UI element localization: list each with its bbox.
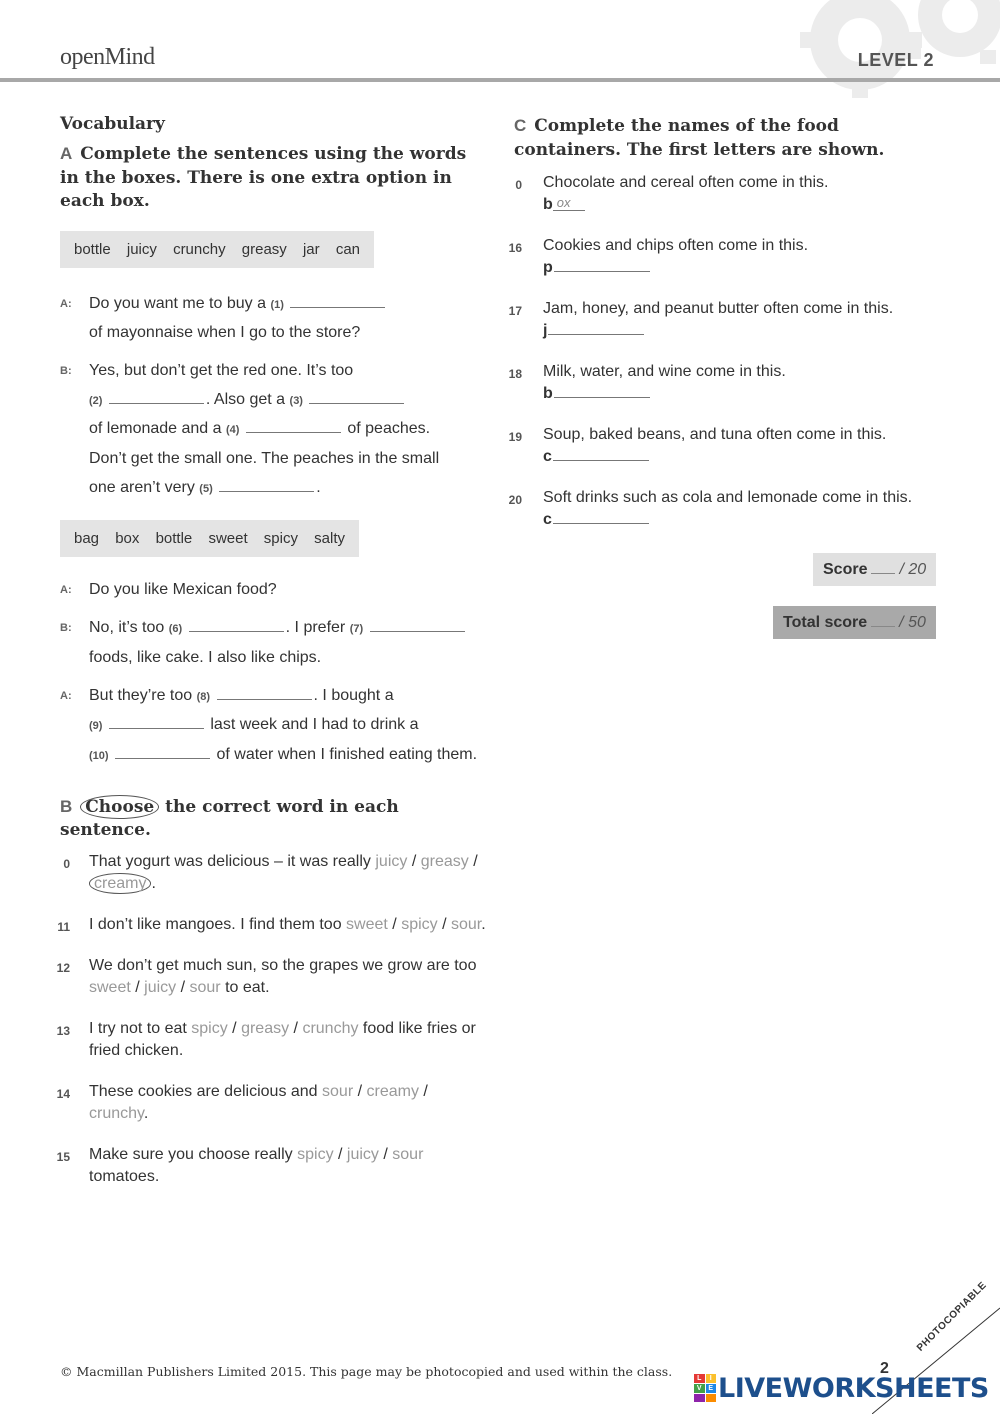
copyright-footer: © Macmillan Publishers Limited 2015. This page may be photocopied and used within the class. — [60, 1364, 673, 1379]
choice-option[interactable]: juicy — [375, 852, 408, 870]
answer-input-18[interactable] — [554, 384, 650, 398]
total-score-max: / 50 — [899, 614, 926, 631]
section-b-letter: B — [60, 796, 73, 816]
first-letter: j — [543, 322, 548, 339]
speaker-label: A: — [60, 584, 72, 597]
separator: / — [130, 978, 145, 996]
section-a-letter: A — [60, 144, 73, 163]
blank-number: (1) — [270, 298, 284, 311]
separator: / — [353, 1082, 367, 1100]
speaker-label: A: — [60, 689, 72, 702]
liveworksheets-icon — [694, 1374, 716, 1402]
dialog-text: Do you want me to buy a — [89, 294, 266, 312]
answer-input-20[interactable] — [553, 510, 649, 524]
word-box-2 — [60, 520, 359, 557]
word-option: crunchy — [173, 240, 226, 258]
total-score-blank[interactable] — [871, 615, 895, 627]
separator: / — [437, 915, 451, 933]
item-number: 19 — [508, 430, 522, 444]
score-max: / 20 — [899, 561, 927, 578]
item-number: 14 — [56, 1086, 70, 1101]
dialog2-line-a1 — [60, 576, 490, 605]
section-c-letter: C — [514, 116, 527, 135]
item-number: 17 — [508, 304, 522, 318]
item-number: 11 — [57, 919, 70, 934]
word-option: spicy — [263, 530, 298, 548]
choice-option[interactable]: creamy — [366, 1082, 419, 1100]
dialog-text: last week and I had to drink a — [210, 716, 419, 734]
answer-blank-6[interactable] — [189, 618, 284, 632]
example-answer: ox — [553, 196, 585, 211]
item-number: 0 — [515, 178, 522, 192]
dialog-text: No, it’s too — [89, 619, 165, 637]
item-number: 0 — [63, 856, 70, 871]
first-letter: c — [543, 511, 552, 528]
b-item-0 — [60, 851, 490, 895]
item-text: Soup, baked beans, and tuna often come in this. — [543, 426, 887, 443]
word-box-1 — [60, 231, 374, 268]
dialog-text: of peaches. — [347, 420, 431, 438]
total-score-box — [773, 606, 936, 639]
dialog-text: . — [316, 478, 321, 496]
word-option: salty — [314, 530, 345, 548]
circled-example: Choose — [80, 795, 159, 819]
item-number: 15 — [56, 1149, 70, 1164]
dialog-text: . Also get a — [205, 390, 286, 408]
item-text: tomatoes. — [89, 1167, 160, 1185]
answer-input-17[interactable] — [548, 321, 644, 335]
item-text: . — [481, 915, 486, 933]
answer-blank-7[interactable] — [370, 618, 465, 632]
blank-number: (9) — [89, 720, 103, 733]
first-letter: p — [543, 259, 553, 276]
choice-option[interactable]: sour — [189, 978, 221, 996]
choice-option[interactable]: juicy — [144, 978, 177, 996]
answer-input-19[interactable] — [553, 447, 649, 461]
dialog1-line-b — [60, 357, 490, 504]
word-option: bottle — [74, 240, 111, 258]
blank-number: (4) — [226, 424, 240, 437]
choice-option[interactable]: spicy — [297, 1145, 334, 1163]
dialog-text: Don’t get the small one. The peaches in the small — [89, 450, 440, 468]
dialog-text: of water when I finished eating them. — [216, 745, 478, 763]
word-option: jar — [302, 240, 320, 258]
choice-option[interactable]: sweet — [89, 978, 131, 996]
dialog-text: of mayonnaise when I go to the store? — [89, 324, 361, 342]
item-number: 12 — [56, 960, 70, 975]
header-rule — [0, 78, 1000, 82]
separator: / — [333, 1145, 347, 1163]
blank-number: (7) — [349, 623, 364, 636]
c-item-0 — [510, 172, 950, 216]
section-b-instruction — [60, 795, 490, 843]
blank-number: (6) — [168, 623, 183, 636]
choice-option[interactable]: sweet — [346, 915, 388, 933]
item-text: food like fries or fried chicken. — [89, 1019, 476, 1059]
openmind-logo: openMind — [60, 44, 155, 70]
choice-option[interactable]: juicy — [346, 1145, 379, 1163]
dialog-text: foods, like cake. I also like chips. — [89, 648, 322, 666]
answer-blank-3[interactable] — [309, 390, 404, 404]
c-item-17 — [510, 298, 950, 342]
b-item-12 — [56, 955, 490, 999]
logo-letter: V — [694, 1384, 705, 1393]
separator: / — [407, 852, 421, 870]
answer-blank-2[interactable] — [109, 390, 204, 404]
word-option: box — [115, 530, 140, 548]
logo-square — [694, 1394, 705, 1402]
separator: / — [227, 1019, 242, 1037]
b-item-13 — [56, 1018, 490, 1062]
choice-option[interactable]: greasy — [420, 852, 469, 870]
answer-blank-8[interactable] — [217, 686, 312, 700]
answer-blank-1[interactable] — [290, 294, 385, 308]
speaker-label: B: — [60, 364, 72, 377]
b-item-15 — [56, 1144, 490, 1188]
word-option: bag — [74, 530, 100, 548]
choice-option[interactable]: sour — [322, 1082, 354, 1100]
score-box — [813, 553, 936, 586]
item-text: Milk, water, and wine come in this. — [543, 363, 786, 380]
dialog-text: . I prefer — [285, 619, 346, 637]
item-text: . — [151, 874, 156, 892]
item-text: These cookies are delicious and — [89, 1082, 318, 1100]
logo-letter: I — [706, 1374, 717, 1383]
score-label: Score — [823, 561, 868, 578]
answer-blank-10[interactable] — [115, 745, 210, 759]
item-number: 13 — [56, 1023, 70, 1038]
section-c-instruction — [510, 114, 950, 162]
dialog-text: of lemonade and a — [89, 420, 222, 438]
left-column — [56, 114, 490, 1188]
separator: / — [176, 978, 190, 996]
score-blank[interactable] — [871, 562, 895, 574]
word-option: can — [335, 240, 360, 258]
section-c-text: Complete the names of the food containers. The first letters are shown. — [514, 116, 885, 160]
first-letter: c — [543, 448, 552, 465]
answer-blank-4[interactable] — [246, 419, 341, 433]
separator: / — [387, 915, 402, 933]
separator: / — [468, 852, 478, 870]
item-number: 20 — [508, 493, 522, 507]
b-item-14 — [56, 1081, 490, 1125]
word-option: greasy — [241, 240, 287, 258]
c-item-18 — [510, 361, 950, 405]
dialog-text: Do you like Mexican food? — [89, 581, 277, 599]
separator: / — [289, 1019, 303, 1037]
dialog2-line-b — [60, 614, 490, 672]
choice-option[interactable]: sour — [450, 915, 482, 933]
answer-input-16[interactable] — [554, 258, 650, 272]
dialog-text: one aren’t very — [89, 478, 195, 496]
section-a-instruction — [60, 142, 490, 214]
choice-option-selected[interactable]: creamy — [89, 873, 151, 894]
blank-number: (5) — [199, 482, 213, 495]
dialog-text: But they’re too — [89, 686, 193, 704]
item-text: Make sure you choose really — [89, 1145, 293, 1163]
choice-option[interactable]: spicy — [401, 915, 438, 933]
choice-option[interactable]: crunchy — [302, 1019, 359, 1037]
choice-option[interactable]: spicy — [191, 1019, 228, 1037]
item-number: 16 — [508, 241, 522, 255]
first-letter: b — [543, 196, 553, 213]
photocopiable-label: PHOTOCOPIABLE — [915, 1279, 989, 1354]
right-column — [510, 114, 950, 531]
blank-number: (10) — [89, 749, 109, 762]
item-text: Jam, honey, and peanut butter often come in this. — [543, 300, 894, 317]
word-option: bottle — [155, 530, 193, 548]
item-text: Cookies and chips often come in this. — [543, 237, 809, 254]
speaker-label: A: — [60, 297, 72, 310]
blank-number: (2) — [89, 394, 103, 407]
speaker-label: B: — [60, 622, 72, 635]
section-a-text: Complete the sentences using the words in the boxes. There is one extra option in each box. — [60, 144, 467, 211]
blank-number: (8) — [196, 690, 211, 703]
c-item-16 — [510, 235, 950, 279]
item-text: I try not to eat — [89, 1019, 187, 1037]
item-number: 18 — [508, 367, 522, 381]
total-score-label: Total score — [783, 614, 868, 631]
item-text: Chocolate and cereal often come in this. — [543, 174, 829, 191]
item-text: Soft drinks such as cola and lemonade come in this. — [543, 489, 913, 506]
item-text: . — [143, 1104, 149, 1122]
liveworksheets-logo — [694, 1372, 989, 1404]
logo-letter: E — [706, 1384, 717, 1393]
item-text: We don’t get much sun, so the grapes we grow are too — [89, 956, 477, 974]
answer-blank-5[interactable] — [219, 478, 314, 492]
logo-letter: L — [694, 1374, 705, 1383]
choice-option[interactable]: sour — [392, 1145, 424, 1163]
logo-square — [706, 1394, 717, 1402]
word-option: juicy — [126, 240, 157, 258]
dialog-text: Yes, but don’t get the red one. It’s too — [89, 361, 354, 379]
dialog1-line-a — [60, 290, 490, 348]
dialog-text: . I bought a — [313, 686, 394, 704]
word-option: sweet — [208, 530, 248, 548]
b-item-11 — [57, 914, 490, 936]
item-text: That yogurt was delicious – it was really — [89, 852, 371, 870]
item-text: I don’t like mangoes. I find them too — [89, 915, 342, 933]
first-letter: b — [543, 385, 553, 402]
separator: / — [378, 1145, 393, 1163]
page-number: 2 — [880, 1360, 889, 1377]
level-label: LEVEL 2 — [857, 50, 934, 70]
vocabulary-title: Vocabulary — [60, 114, 165, 134]
choice-option[interactable]: crunchy — [89, 1104, 144, 1122]
c-item-19 — [510, 424, 950, 468]
blank-number: (3) — [289, 394, 303, 407]
item-text: to eat. — [220, 978, 270, 996]
separator: / — [418, 1082, 428, 1100]
section-b-text: the correct word in each sentence. — [60, 796, 399, 841]
choice-option[interactable]: greasy — [241, 1019, 290, 1037]
liveworksheets-text: LIVEWORKSHEETS — [718, 1372, 989, 1404]
c-item-20 — [510, 487, 950, 531]
dialog2-line-a2 — [60, 682, 490, 771]
answer-blank-9[interactable] — [109, 715, 204, 729]
